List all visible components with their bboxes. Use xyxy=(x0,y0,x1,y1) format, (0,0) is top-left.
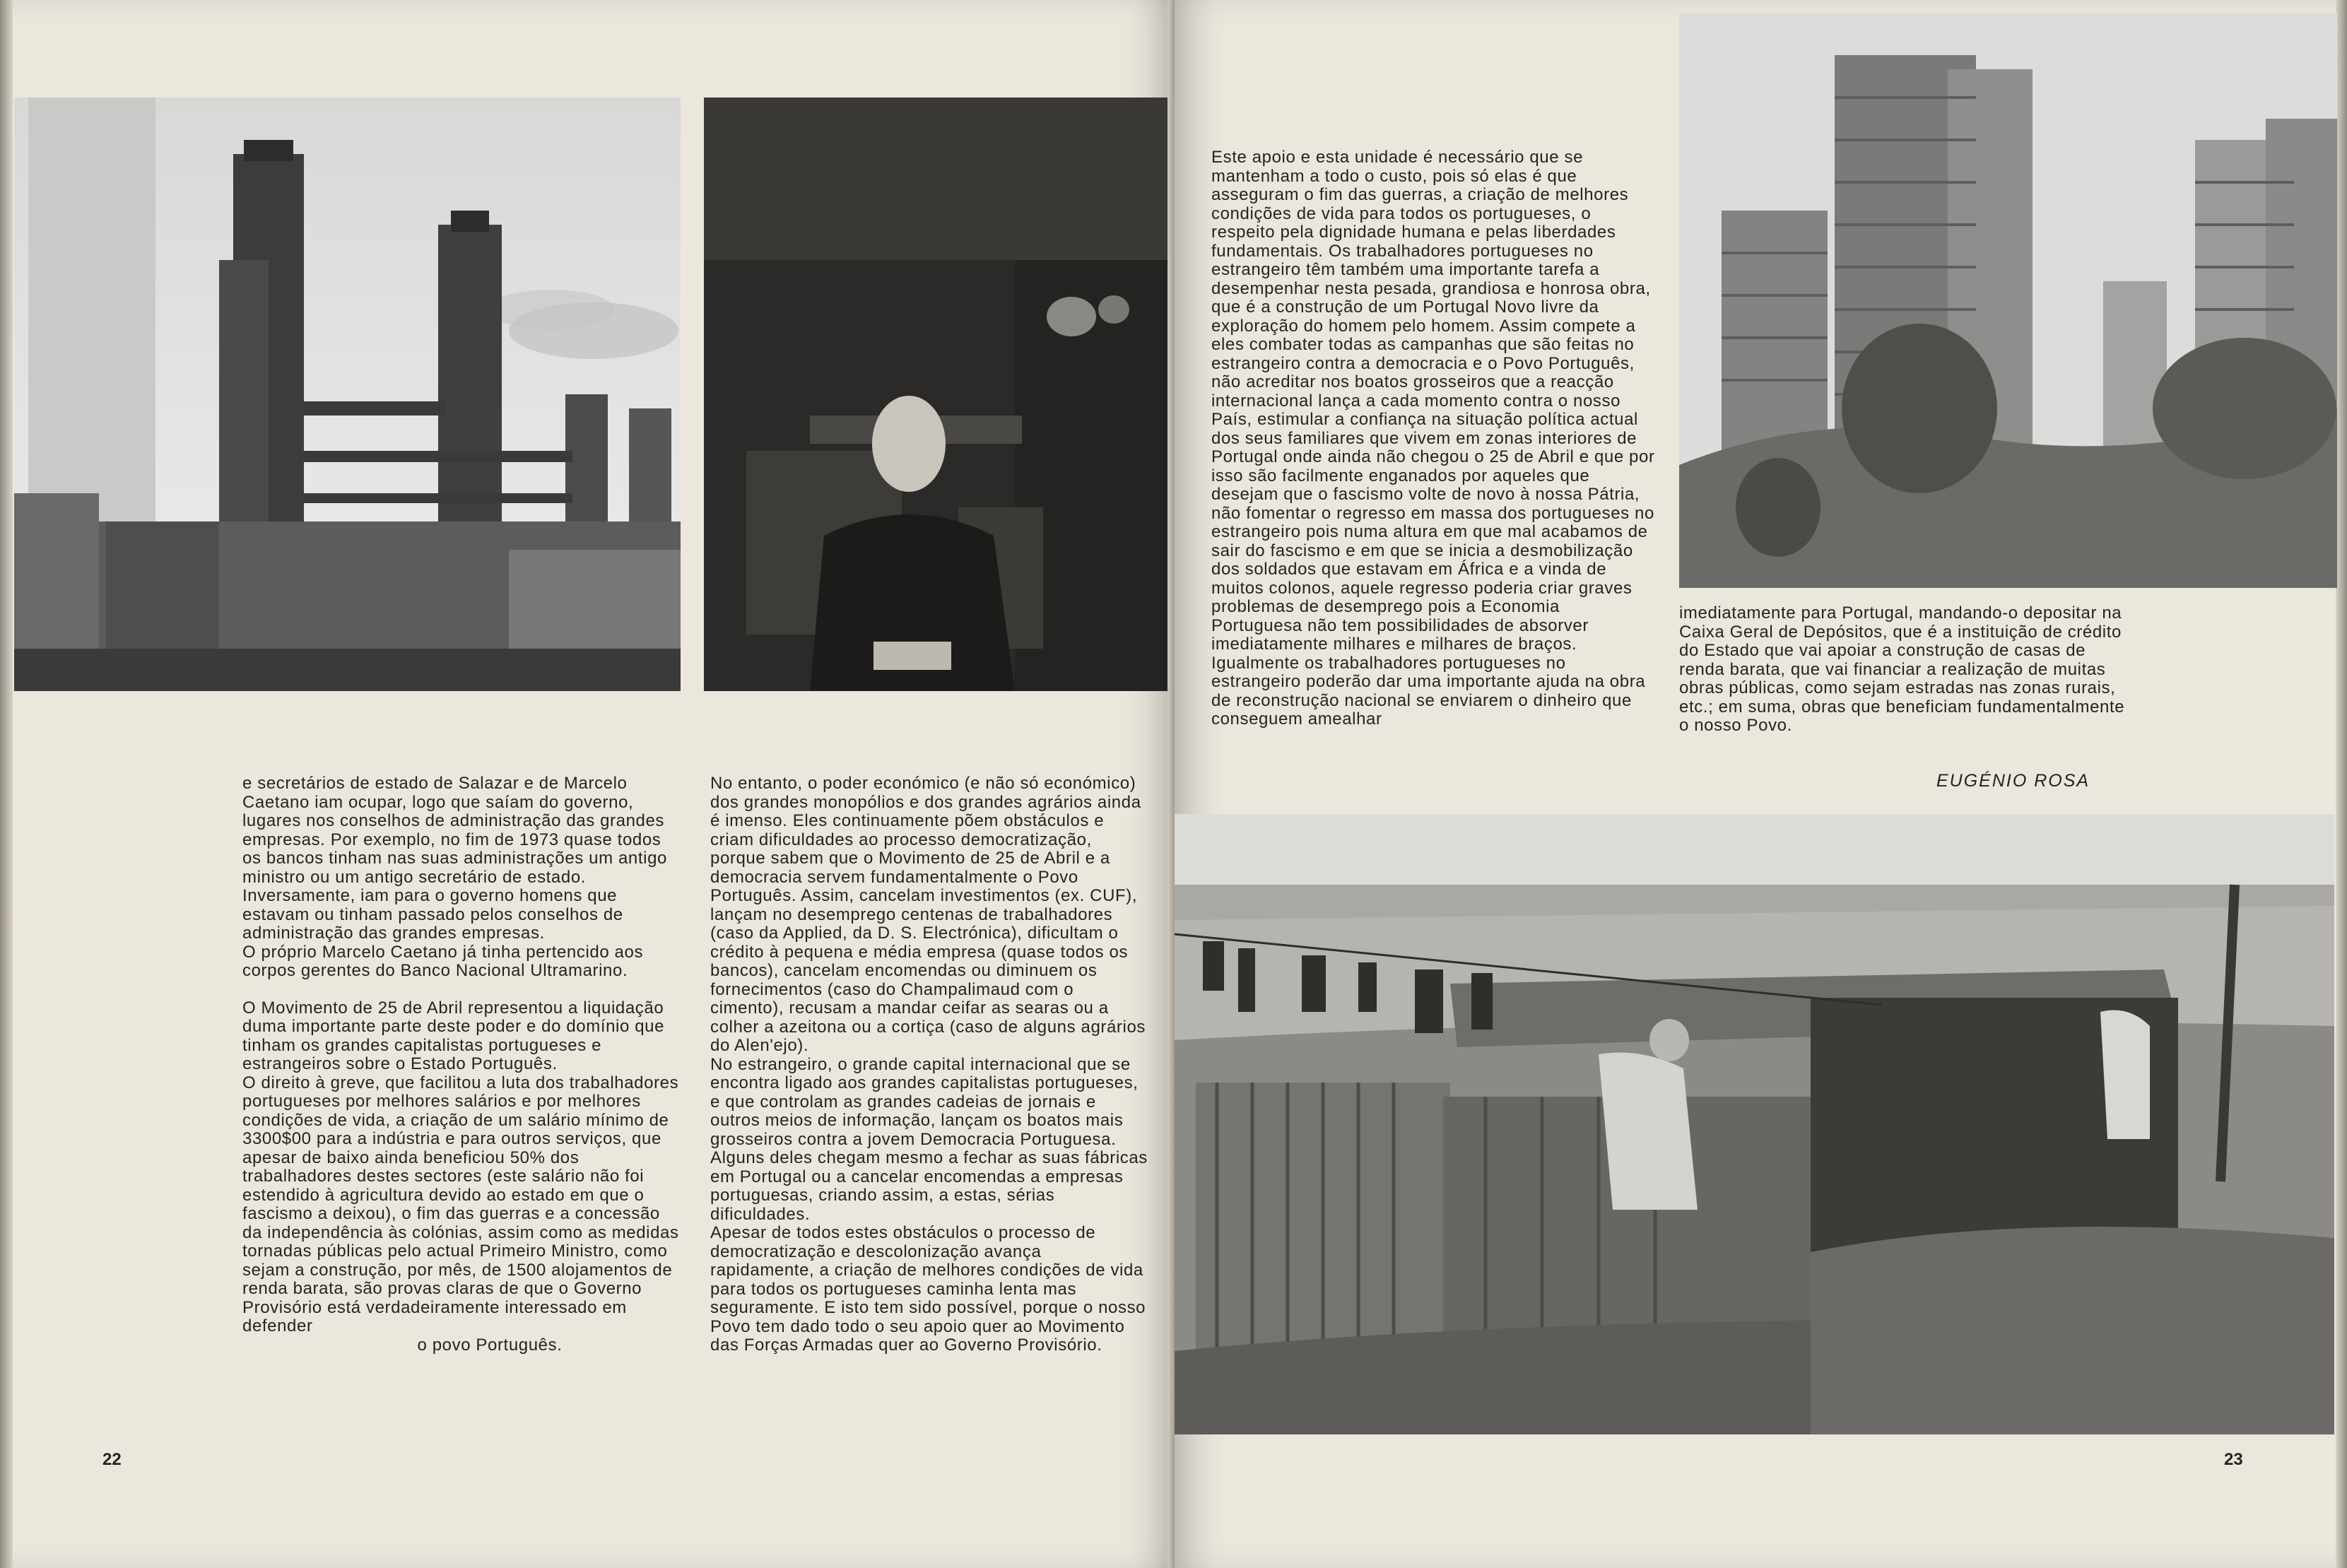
left-paragraph-1: e secretários de estado de Salazar e de Marcelo Caetano iam ocupar, logo que saíam do governo, lugares nos conselhos de administração das grandes empresas. Por exemplo, no fim de 1973 quase todos os bancos tinham nas suas administrações um antigo ministro ou um antigo secretário de estado. Inversamente, iam para o governo homens que estavam ou tinham passado pelos conselhos de administração das grandes empresas. xyxy=(242,774,667,943)
left-paragraph-3: O Movimento de 25 de Abril representou a liquidação duma importante parte deste poder e do domínio que tinham os grandes capitalistas portugueses e estrangeiros sobre o Estado Português. xyxy=(242,998,665,1073)
page-number-left: 22 xyxy=(102,1450,122,1469)
left-paragraph-4: O direito à greve, que facilitou a luta dos trabalhadores portugueses por melhores salários e por melhores condições de vida, a criação de um salário mínimo de 3300$00 para a indústria e para outros serviços, que apesar de baixo ainda beneficiou 50% dos trabalhadores destes sectores (este salário não foi estendido à agricultura devido ao estado em que o fascismo a deixou), o fim das guerras e a concessão da independência às colónias, assim como as medidas tornadas públicas pelo actual Primeiro Ministro, como sejam a construção, por mês, de 1500 alojamentos de renda barata, são provas claras de que o Governo Provisório está verdadeiramente interessado em defender xyxy=(242,1073,679,1336)
right-paragraph-1: Este apoio e esta unidade é necessário que se mantenham a todo o custo, pois só elas é que asseguram o fim das guerras, a criação de melhores condições de vida para todos os portugueses, o respeito pela dignidade humana e pelas liberdades fundamentais. Os trabalhadores portugueses no estrangeiro têm também uma importante tarefa a desempenhar nesta pesada, grandiosa e honrosa obra, que é a construção de um Portugal Novo livre da exploração do homem pelo homem. Assim compete a eles combater todas as campanhas que são feitas no estrangeiro contra a democracia e o Povo Português, não acreditar nos boatos grosseiros que a reacção internacional lança a cada momento contra o nosso País, estimular a confiança na situação política actual dos seus familiares que vivem em zonas interiores de Portugal onde ainda não chegou o 25 de Abril e que por isso são facilmente enganados por aqueles que desejam que o fascismo volte de novo à nossa Pátria, não fomentar o regresso em massa dos portugueses no estrangeiro pois numa altura em que mal acabamos de sair do fascismo e em que se inicia a desmobilização dos soldados que estavam em África e a vinda de muitos colonos, aquele regresso poderia criar graves problemas de desemprego pois a Economia Portuguesa não tem possibilidades de absorver imediatamente milhares e milhares de braços. Igualmente os trabalhadores portugueses no estrangeiro poderão dar uma importante ajuda na obra de reconstrução nacional se enviarem o dinheiro que conseguem amealhar xyxy=(1211,148,1655,729)
right-continued-column xyxy=(1679,604,2131,736)
page-number-right: 23 xyxy=(2224,1450,2243,1469)
shantytown-photo xyxy=(1175,814,2334,1434)
left-paragraph-5: o povo Português. xyxy=(417,1335,563,1355)
refinery-photo xyxy=(14,98,681,691)
left-paragraph-2: O próprio Marcelo Caetano já tinha pertencido aos corpos gerentes do Banco Nacional Ultramarino. xyxy=(242,942,644,980)
middle-paragraph-3: Apesar de todos estes obstáculos o processo de democratização e descolonização avança rapidamente, a criação de melhores condições de vida para todos os portugueses caminha lenta mas seguramente. E isto tem sido possível, porque o nosso Povo tem dado todo o seu apoio quer ao Movimento das Forças Armadas quer ao Governo Provisório. xyxy=(710,1223,1146,1355)
right-continued-paragraph: imediatamente para Portugal, mandando-o depositar na Caixa Geral de Depósitos, que é a instituição de crédito do Estado que vai apoiar a construção de casas de renda barata, que vai financiar a realização de muitas obras públicas, como sejam estradas nas zonas rurais, etc.; em suma, obras que beneficiam fundamentalmente o nosso Povo. xyxy=(1679,603,2125,735)
middle-paragraph-2: No estrangeiro, o grande capital internacional que se encontra ligado aos grandes capitalistas portugueses, e que controlam as grandes cadeias de jornais e outros meios de informação, lançam os boatos mais grosseiros contra a jovem Democracia Portuguesa. Alguns deles chegam mesmo a fechar as suas fábricas em Portugal ou a cancelar encomendas a empresas portuguesas, criando assim, a estas, sérias dificuldades. xyxy=(710,1054,1148,1224)
right-page xyxy=(1175,0,2347,1568)
right-text-column xyxy=(1211,148,1655,729)
elderly-man-photo xyxy=(704,98,1175,691)
middle-text-column xyxy=(710,774,1148,1355)
left-text-column xyxy=(242,774,681,1355)
middle-paragraph-1: No entanto, o poder económico (e não só económico) dos grandes monopólios e dos grandes agrários ainda é imenso. Eles continuamente põem obstáculos e criam dificuldades ao processo democratização, porque sabem que o Movimento de 25 de Abril e a democracia servem fundamentalmente o Povo Português. Assim, cancelam investimentos (ex. CUF), lançam no desemprego centenas de trabalhadores (caso da Applied, da D. S. Electrónica), dificultam o crédito à pequena e média empresa (quase todos os bancos), cancelam encomendas ou diminuem os fornecimentos (caso do Champalimaud com o cimento), recusam a mandar ceifar as searas ou a colher a azeitona ou a cortiça (caso de alguns agrários do Alen'ejo). xyxy=(710,774,1146,1055)
author-byline: EUGÉNIO ROSA xyxy=(1936,771,2090,791)
left-page-edge xyxy=(0,0,13,1568)
right-page-edge xyxy=(2336,0,2347,1568)
apartment-towers-photo xyxy=(1679,13,2337,588)
